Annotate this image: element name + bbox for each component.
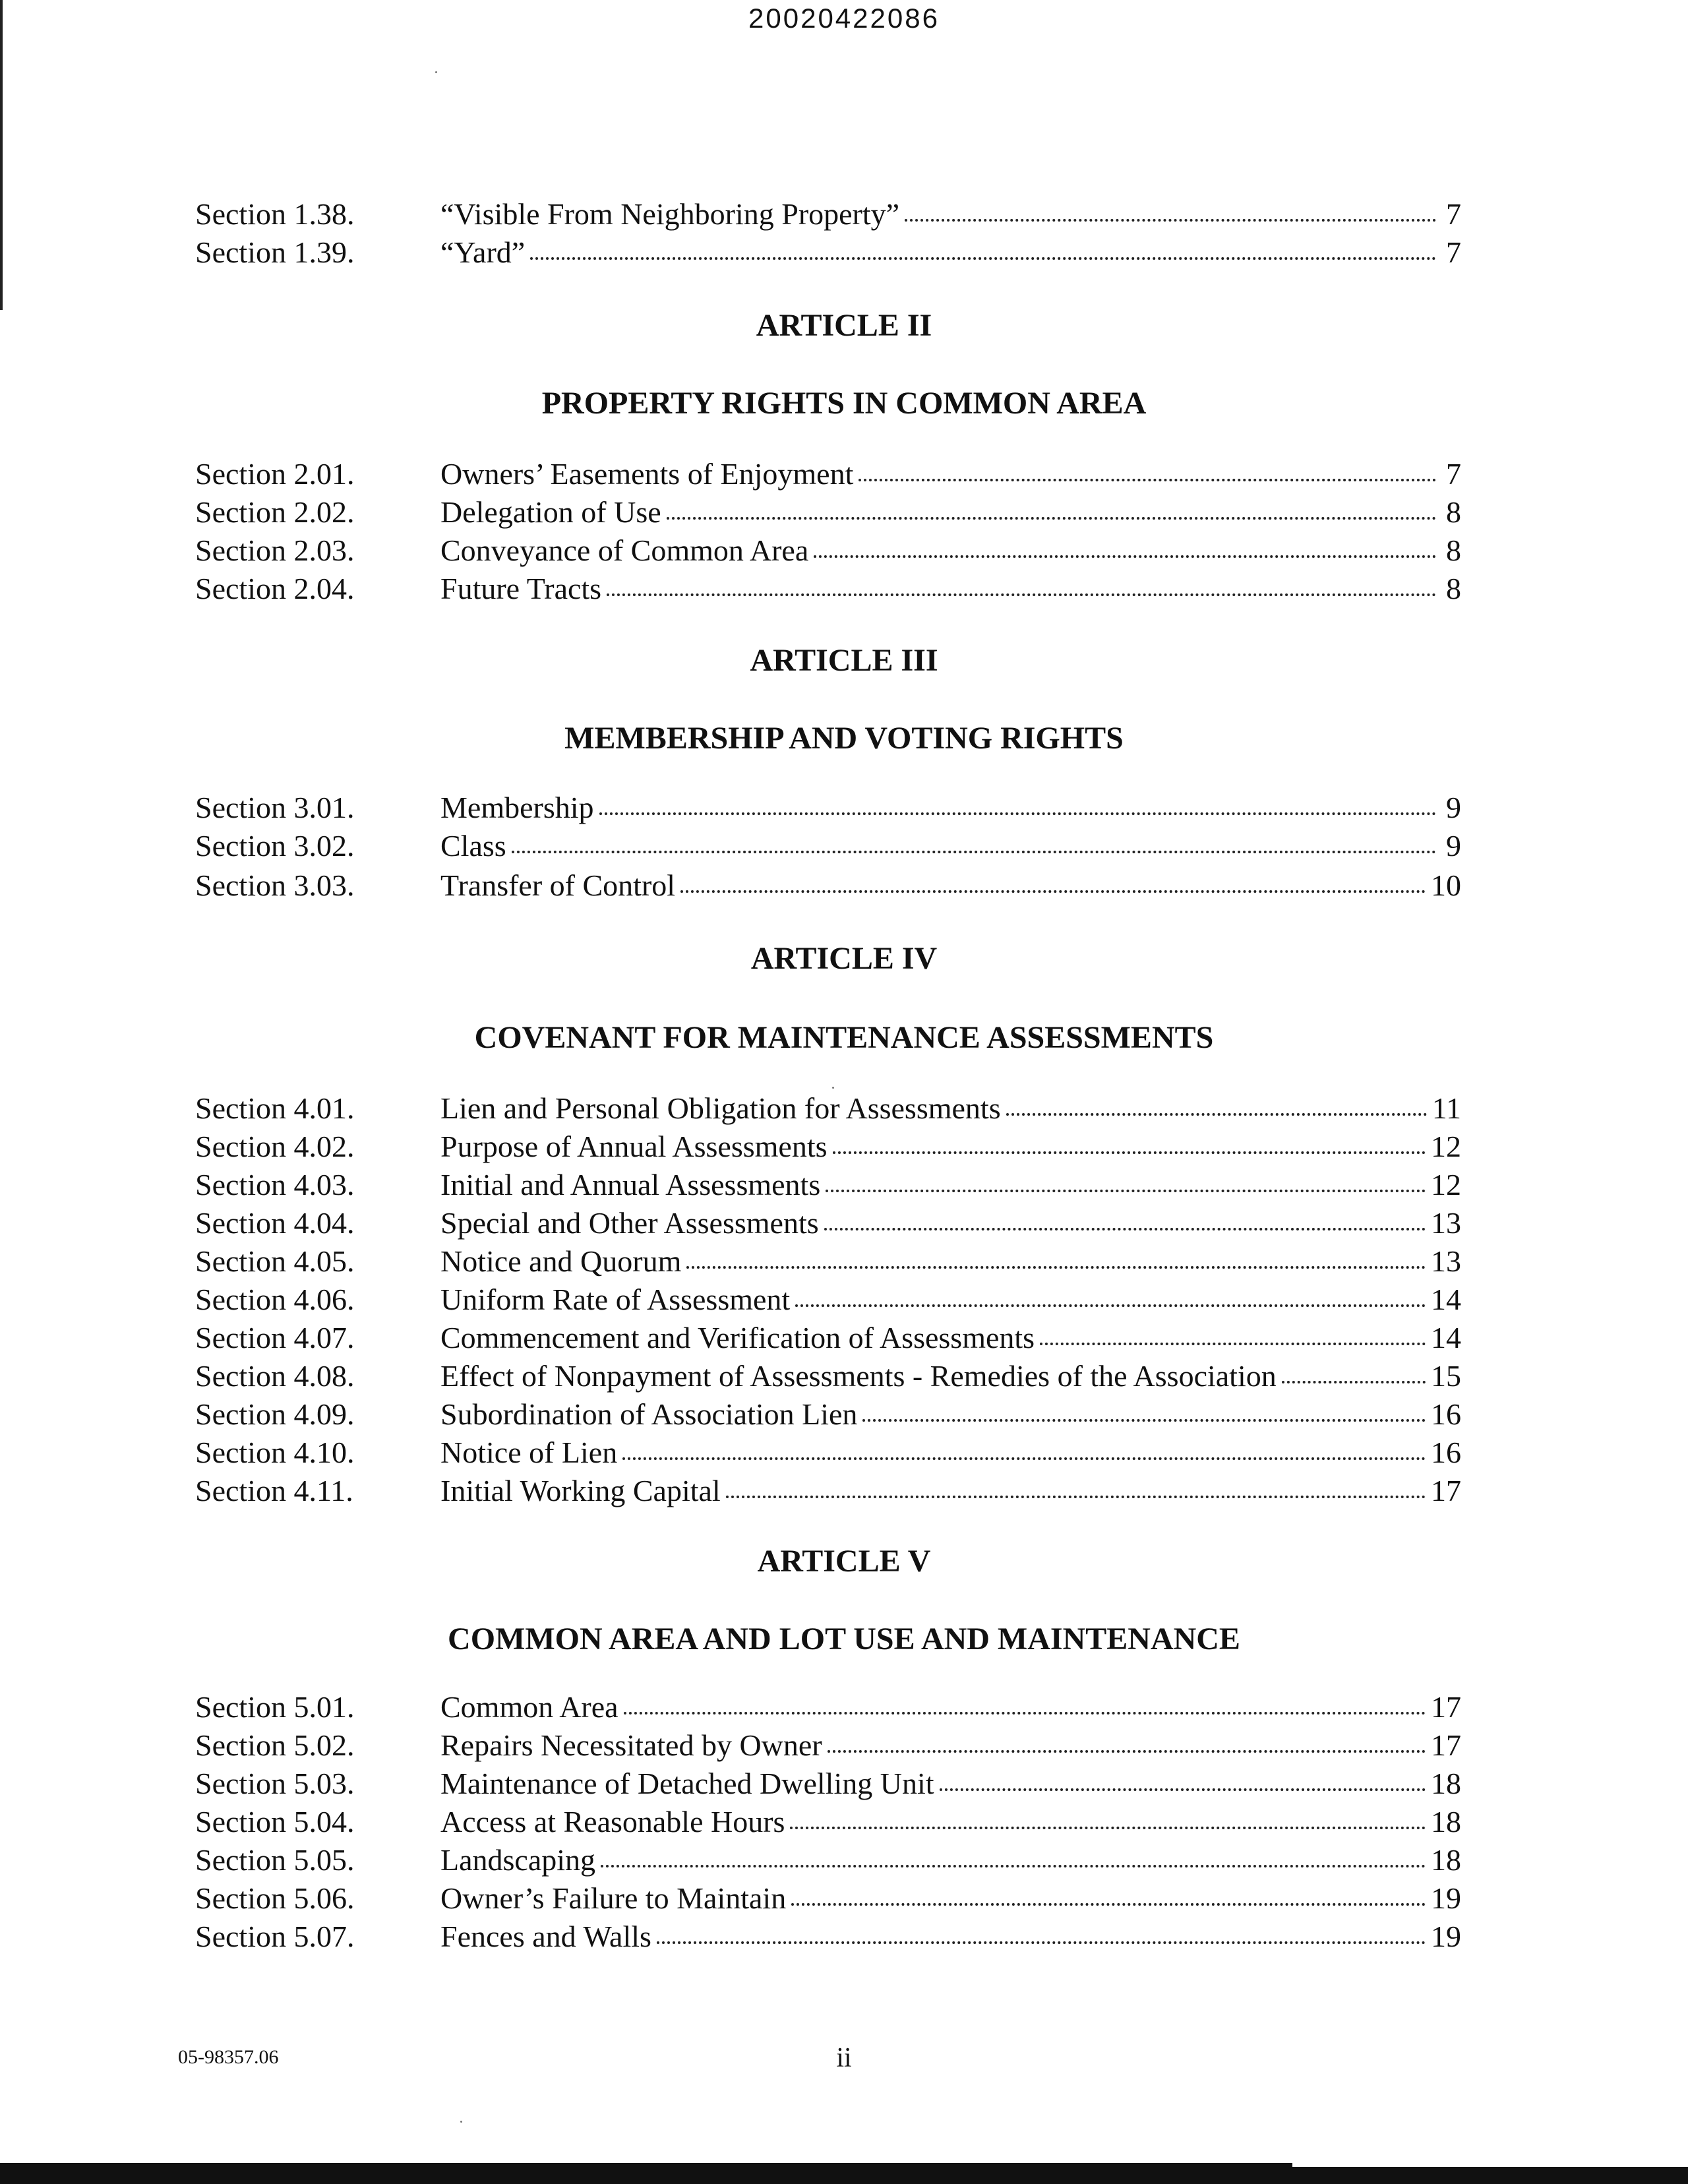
article-heading: ARTICLE III: [750, 643, 938, 678]
page-ref: 18: [1431, 1805, 1461, 1838]
entry-line: [440, 1319, 1461, 1357]
dot-leader: [601, 1865, 1426, 1867]
section-title: Repairs Necessitated by Owner: [440, 1728, 822, 1762]
dot-leader: [795, 1304, 1426, 1307]
article-heading: ARTICLE IV: [750, 941, 938, 976]
dot-leader: [530, 257, 1436, 260]
scan-bottom-border-gap: [1292, 2163, 1688, 2167]
dot-leader: [905, 219, 1436, 222]
toc-entry[interactable]: [0, 1357, 1688, 1395]
section-number: Section 5.04.: [195, 1805, 355, 1838]
entry-line: [440, 1726, 1461, 1765]
section-number: Section 4.08.: [195, 1359, 355, 1393]
page-ref: 12: [1431, 1168, 1461, 1201]
entry-line: [440, 866, 1461, 905]
section-number: Section 4.09.: [195, 1397, 355, 1431]
entry-line: [440, 531, 1461, 570]
page-ref: 16: [1431, 1436, 1461, 1469]
article-title: COVENANT FOR MAINTENANCE ASSESSMENTS: [474, 1020, 1214, 1055]
section-number: Section 4.02.: [195, 1130, 355, 1163]
toc-entry[interactable]: [0, 1434, 1688, 1472]
scan-speck: [460, 2121, 462, 2123]
section-title: Transfer of Control: [440, 868, 676, 902]
dot-leader: [667, 517, 1436, 520]
dot-leader: [599, 812, 1436, 815]
dot-leader: [824, 1228, 1426, 1230]
scan-speck: [832, 1087, 834, 1089]
toc-entry[interactable]: [0, 1242, 1688, 1281]
entry-line: [440, 195, 1461, 233]
section-title: Membership: [440, 791, 594, 824]
toc-entry[interactable]: [0, 1918, 1688, 1956]
entry-line: [440, 1128, 1461, 1166]
entry-line: [440, 1166, 1461, 1204]
entry-line: [440, 1841, 1461, 1879]
page-ref: 9: [1446, 829, 1461, 863]
section-title: Class: [440, 829, 506, 863]
entry-line: [440, 1879, 1461, 1918]
section-number: Section 4.07.: [195, 1321, 355, 1354]
dot-leader: [607, 593, 1436, 596]
toc-entry[interactable]: [0, 1688, 1688, 1726]
page-ref: 7: [1446, 235, 1461, 269]
entry-line: [440, 1472, 1461, 1510]
section-number: Section 2.04.: [195, 572, 355, 605]
section-title: “Yard”: [440, 235, 526, 269]
dot-leader: [657, 1941, 1426, 1944]
entry-line: [440, 1434, 1461, 1472]
section-number: Section 1.38.: [195, 197, 355, 231]
toc-entry[interactable]: [0, 1166, 1688, 1204]
entry-line: [440, 1918, 1461, 1956]
section-title: Purpose of Annual Assessments: [440, 1130, 828, 1163]
article-heading: ARTICLE II: [756, 308, 932, 343]
article-title: COMMON AREA AND LOT USE AND MAINTENANCE: [448, 1622, 1240, 1656]
toc-entry[interactable]: [0, 1128, 1688, 1166]
section-number: Section 2.02.: [195, 495, 355, 529]
page-ref: 19: [1431, 1881, 1461, 1915]
entry-line: [440, 1281, 1461, 1319]
toc-entry[interactable]: [0, 1879, 1688, 1918]
page-ref: 8: [1446, 495, 1461, 529]
section-title: Special and Other Assessments: [440, 1206, 819, 1240]
toc-entry[interactable]: [0, 866, 1688, 905]
section-title: Initial and Annual Assessments: [440, 1168, 821, 1201]
toc-entry[interactable]: [0, 827, 1688, 865]
dot-leader: [833, 1151, 1426, 1154]
dot-leader: [512, 851, 1436, 853]
page-ref: 13: [1431, 1244, 1461, 1278]
page-ref: 7: [1446, 197, 1461, 231]
section-number: Section 2.01.: [195, 457, 355, 491]
entry-line: [440, 233, 1461, 272]
entry-line: [440, 1688, 1461, 1726]
toc-entry[interactable]: [0, 195, 1688, 233]
section-title: Notice and Quorum: [440, 1244, 682, 1278]
section-number: Section 4.10.: [195, 1436, 355, 1469]
toc-entry[interactable]: [0, 1726, 1688, 1765]
footer-document-code: 05-98357.06: [178, 2046, 279, 2068]
toc-entry[interactable]: [0, 1841, 1688, 1879]
toc-entry[interactable]: [0, 1765, 1688, 1803]
page-ref: 11: [1432, 1091, 1461, 1125]
page-ref: 8: [1446, 533, 1461, 567]
page-ref: 17: [1431, 1728, 1461, 1762]
document-id: 20020422086: [748, 3, 940, 34]
entry-line: [440, 1204, 1461, 1242]
section-number: Section 5.01.: [195, 1690, 355, 1724]
section-title: Owners’ Easements of Enjoyment: [440, 457, 854, 491]
page-ref: 14: [1431, 1283, 1461, 1316]
section-title: Uniform Rate of Assessment: [440, 1283, 791, 1316]
page-ref: 8: [1446, 572, 1461, 605]
entry-line: [440, 1089, 1461, 1128]
entry-line: [440, 789, 1461, 827]
section-title: Landscaping: [440, 1843, 596, 1877]
article-title: PROPERTY RIGHTS IN COMMON AREA: [541, 386, 1147, 421]
entry-line: [440, 455, 1461, 493]
dot-leader: [828, 1750, 1426, 1753]
page-ref: 10: [1431, 868, 1461, 902]
dot-leader: [791, 1903, 1426, 1906]
section-number: Section 4.06.: [195, 1283, 355, 1316]
section-number: Section 5.03.: [195, 1767, 355, 1800]
section-title: Future Tracts: [440, 572, 602, 605]
entry-line: [440, 570, 1461, 608]
section-title: Access at Reasonable Hours: [440, 1805, 785, 1838]
section-title: Conveyance of Common Area: [440, 533, 809, 567]
section-title: “Visible From Neighboring Property”: [440, 197, 900, 231]
toc-entry[interactable]: [0, 1204, 1688, 1242]
section-number: Section 5.05.: [195, 1843, 355, 1877]
dot-leader: [940, 1788, 1426, 1791]
page-ref: 9: [1446, 791, 1461, 824]
toc-entry[interactable]: [0, 233, 1688, 272]
section-title: Commencement and Verification of Assessments: [440, 1321, 1035, 1354]
toc-entry[interactable]: [0, 455, 1688, 493]
toc-entry[interactable]: [0, 1319, 1688, 1357]
section-number: Section 5.02.: [195, 1728, 355, 1762]
page-ref: 19: [1431, 1920, 1461, 1953]
toc-entry[interactable]: [0, 789, 1688, 827]
dot-leader: [862, 1419, 1426, 1422]
dot-leader: [1040, 1343, 1426, 1345]
toc-entry[interactable]: [0, 1281, 1688, 1319]
toc-entry[interactable]: [0, 1803, 1688, 1841]
page-ref: 7: [1446, 457, 1461, 491]
section-title: Delegation of Use: [440, 495, 661, 529]
page-ref: 18: [1431, 1843, 1461, 1877]
page-ref: 13: [1431, 1206, 1461, 1240]
entry-line: [440, 493, 1461, 531]
page-ref: 14: [1431, 1321, 1461, 1354]
dot-leader: [1282, 1381, 1426, 1383]
toc-entry[interactable]: [0, 1472, 1688, 1510]
entry-line: [440, 1765, 1461, 1803]
entry-line: [440, 1357, 1461, 1395]
dot-leader: [726, 1496, 1426, 1498]
article-title: MEMBERSHIP AND VOTING RIGHTS: [564, 721, 1124, 756]
dot-leader: [1006, 1113, 1427, 1116]
section-title: Effect of Nonpayment of Assessments - Remedies of the Association: [440, 1359, 1277, 1393]
section-number: Section 3.02.: [195, 829, 355, 863]
page-ref: 17: [1431, 1474, 1461, 1507]
entry-line: [440, 1242, 1461, 1281]
page-ref: 18: [1431, 1767, 1461, 1800]
section-number: Section 4.03.: [195, 1168, 355, 1201]
toc-entry[interactable]: [0, 1089, 1688, 1128]
section-number: Section 4.11.: [195, 1474, 353, 1507]
section-number: Section 3.01.: [195, 791, 355, 824]
section-title: Notice of Lien: [440, 1436, 618, 1469]
entry-line: [440, 1803, 1461, 1841]
dot-leader: [790, 1827, 1426, 1829]
toc-entry[interactable]: [0, 531, 1688, 570]
section-title: Subordination of Association Lien: [440, 1397, 858, 1431]
page-ref: 17: [1431, 1690, 1461, 1724]
dot-leader: [859, 479, 1436, 481]
scan-speck: [435, 71, 437, 73]
section-number: Section 4.01.: [195, 1091, 355, 1125]
section-number: Section 4.05.: [195, 1244, 355, 1278]
toc-entry[interactable]: [0, 493, 1688, 531]
section-title: Owner’s Failure to Maintain: [440, 1881, 787, 1915]
section-title: Initial Working Capital: [440, 1474, 721, 1507]
entry-line: [440, 1395, 1461, 1434]
section-number: Section 5.06.: [195, 1881, 355, 1915]
page-ref: 15: [1431, 1359, 1461, 1393]
section-title: Fences and Walls: [440, 1920, 651, 1953]
section-number: Section 3.03.: [195, 868, 355, 902]
article-heading: ARTICLE V: [757, 1544, 931, 1579]
toc-entry[interactable]: [0, 570, 1688, 608]
section-number: Section 2.03.: [195, 533, 355, 567]
dot-leader: [680, 890, 1426, 893]
footer-page-number: ii: [836, 2043, 852, 2073]
section-number: Section 5.07.: [195, 1920, 355, 1953]
section-title: Maintenance of Detached Dwelling Unit: [440, 1767, 934, 1800]
section-title: Common Area: [440, 1690, 618, 1724]
section-number: Section 1.39.: [195, 235, 355, 269]
dot-leader: [814, 555, 1436, 558]
page-ref: 12: [1431, 1130, 1461, 1163]
entry-line: [440, 827, 1461, 865]
section-number: Section 4.04.: [195, 1206, 355, 1240]
dot-leader: [826, 1190, 1426, 1192]
page-ref: 16: [1431, 1397, 1461, 1431]
dot-leader: [686, 1266, 1426, 1269]
dot-leader: [622, 1457, 1426, 1460]
dot-leader: [624, 1712, 1426, 1714]
section-title: Lien and Personal Obligation for Assessments: [440, 1091, 1001, 1125]
toc-entry[interactable]: [0, 1395, 1688, 1434]
